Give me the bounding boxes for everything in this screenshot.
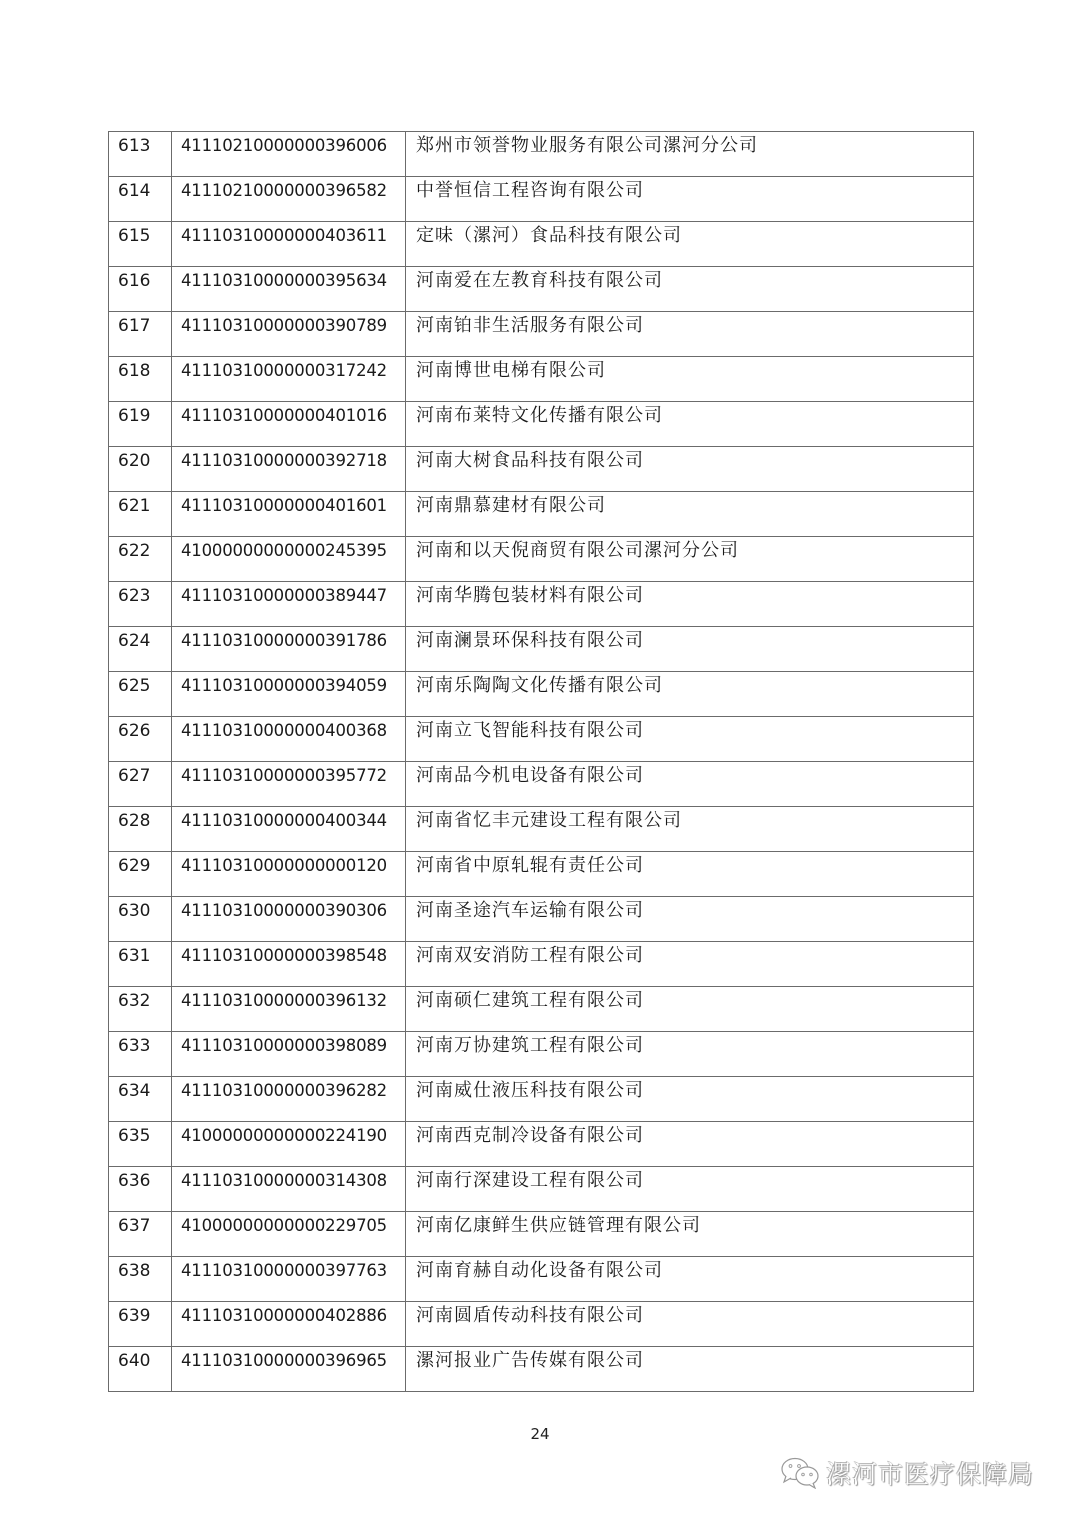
credit-code-cell xyxy=(172,987,406,1032)
credit-code-cell xyxy=(172,447,406,492)
company-name-cell-text: 河南大树食品科技有限公司 xyxy=(416,450,644,471)
table-row xyxy=(109,942,974,987)
row-number-cell-text: 619 xyxy=(118,406,151,426)
row-number-cell-text: 638 xyxy=(118,1261,151,1281)
table-row xyxy=(109,762,974,807)
table-row xyxy=(109,987,974,1032)
row-number-cell xyxy=(109,897,172,942)
credit-code-cell-text: 41110210000000396582 xyxy=(181,181,387,200)
credit-code-cell-text: 41110310000000400368 xyxy=(181,721,387,740)
row-number-cell xyxy=(109,132,172,177)
table-row xyxy=(109,582,974,627)
row-number-cell xyxy=(109,717,172,762)
company-name-cell xyxy=(406,807,974,852)
row-number-cell xyxy=(109,267,172,312)
credit-code-cell-text: 41110310000000314308 xyxy=(181,1171,387,1190)
row-number-cell-text: 639 xyxy=(118,1306,151,1326)
company-name-cell xyxy=(406,402,974,447)
row-number-cell xyxy=(109,1347,172,1392)
watermark-text: 漯河市医疗保障局 xyxy=(826,1460,1035,1489)
credit-code-cell xyxy=(172,897,406,942)
row-number-cell xyxy=(109,807,172,852)
row-number-cell xyxy=(109,1212,172,1257)
company-name-cell xyxy=(406,1212,974,1257)
company-name-cell-text: 中誉恒信工程咨询有限公司 xyxy=(416,180,644,201)
row-number-cell-text: 640 xyxy=(118,1351,151,1371)
row-number-cell-text: 637 xyxy=(118,1216,151,1236)
row-number-cell-text: 633 xyxy=(118,1036,151,1056)
row-number-cell-text: 632 xyxy=(118,991,151,1011)
company-name-cell-text: 河南威仕液压科技有限公司 xyxy=(416,1080,644,1101)
row-number-cell-text: 620 xyxy=(118,451,151,471)
company-table xyxy=(108,131,974,1392)
credit-code-cell xyxy=(172,267,406,312)
row-number-cell-text: 618 xyxy=(118,361,151,381)
company-name-cell-text: 河南华腾包装材料有限公司 xyxy=(416,585,644,606)
company-name-cell-text: 河南圣途汽车运输有限公司 xyxy=(416,900,644,921)
wechat-watermark xyxy=(780,1455,1034,1491)
row-number-cell-text: 626 xyxy=(118,721,151,741)
company-name-cell xyxy=(406,492,974,537)
credit-code-cell xyxy=(172,312,406,357)
row-number-cell xyxy=(109,357,172,402)
credit-code-cell xyxy=(172,1167,406,1212)
credit-code-cell xyxy=(172,492,406,537)
row-number-cell-text: 616 xyxy=(118,271,151,291)
company-name-cell-text: 河南品今机电设备有限公司 xyxy=(416,765,644,786)
company-name-cell xyxy=(406,627,974,672)
row-number-cell xyxy=(109,762,172,807)
table-row xyxy=(109,1167,974,1212)
page-number: 24 xyxy=(530,1425,550,1443)
company-name-cell xyxy=(406,1347,974,1392)
company-name-cell xyxy=(406,177,974,222)
table-row xyxy=(109,1212,974,1257)
company-name-cell xyxy=(406,1122,974,1167)
table-row xyxy=(109,402,974,447)
company-name-cell xyxy=(406,942,974,987)
company-name-cell xyxy=(406,582,974,627)
credit-code-cell-text: 41110310000000389447 xyxy=(181,586,387,605)
company-name-cell-text: 河南圆盾传动科技有限公司 xyxy=(416,1305,644,1326)
company-name-cell-text: 河南双安消防工程有限公司 xyxy=(416,945,644,966)
credit-code-cell xyxy=(172,1032,406,1077)
credit-code-cell-text: 41110310000000396132 xyxy=(181,991,387,1010)
credit-code-cell-text: 41110310000000401016 xyxy=(181,406,387,425)
table-row xyxy=(109,132,974,177)
credit-code-cell-text: 41000000000000229705 xyxy=(181,1216,387,1235)
table-row xyxy=(109,717,974,762)
table-row xyxy=(109,1077,974,1122)
company-name-cell xyxy=(406,132,974,177)
company-name-cell-text: 河南博世电梯有限公司 xyxy=(416,360,606,381)
company-name-cell xyxy=(406,672,974,717)
table-row xyxy=(109,1347,974,1392)
row-number-cell-text: 627 xyxy=(118,766,151,786)
row-number-cell-text: 614 xyxy=(118,181,151,201)
credit-code-cell xyxy=(172,402,406,447)
credit-code-cell xyxy=(172,672,406,717)
row-number-cell xyxy=(109,222,172,267)
table-row xyxy=(109,312,974,357)
credit-code-cell-text: 41110210000000396006 xyxy=(181,136,387,155)
company-name-cell-text: 河南硕仁建筑工程有限公司 xyxy=(416,990,644,1011)
row-number-cell xyxy=(109,942,172,987)
row-number-cell xyxy=(109,447,172,492)
row-number-cell-text: 634 xyxy=(118,1081,151,1101)
company-table-body xyxy=(109,132,974,1392)
row-number-cell xyxy=(109,1257,172,1302)
credit-code-cell xyxy=(172,942,406,987)
row-number-cell-text: 628 xyxy=(118,811,151,831)
credit-code-cell xyxy=(172,1302,406,1347)
row-number-cell xyxy=(109,1077,172,1122)
credit-code-cell xyxy=(172,852,406,897)
row-number-cell-text: 630 xyxy=(118,901,151,921)
table-row xyxy=(109,222,974,267)
company-name-cell-text: 河南西克制冷设备有限公司 xyxy=(416,1125,644,1146)
company-name-cell-text: 河南爱在左教育科技有限公司 xyxy=(416,270,663,291)
company-name-cell xyxy=(406,717,974,762)
credit-code-cell xyxy=(172,1122,406,1167)
table-row xyxy=(109,807,974,852)
table-row xyxy=(109,1302,974,1347)
row-number-cell-text: 622 xyxy=(118,541,151,561)
row-number-cell xyxy=(109,627,172,672)
row-number-cell xyxy=(109,1302,172,1347)
credit-code-cell-text: 41110310000000400344 xyxy=(181,811,387,830)
credit-code-cell xyxy=(172,1347,406,1392)
company-name-cell-text: 河南亿康鲜生供应链管理有限公司 xyxy=(416,1215,701,1236)
company-name-cell-text: 定味（漯河）食品科技有限公司 xyxy=(416,225,682,246)
table-row xyxy=(109,852,974,897)
row-number-cell-text: 636 xyxy=(118,1171,151,1191)
company-name-cell xyxy=(406,762,974,807)
credit-code-cell-text: 41110310000000398548 xyxy=(181,946,387,965)
credit-code-cell xyxy=(172,807,406,852)
company-name-cell-text: 河南立飞智能科技有限公司 xyxy=(416,720,644,741)
company-name-cell-text: 河南行深建设工程有限公司 xyxy=(416,1170,644,1191)
company-name-cell-text: 河南万协建筑工程有限公司 xyxy=(416,1035,644,1056)
company-name-cell xyxy=(406,1302,974,1347)
company-name-cell xyxy=(406,897,974,942)
credit-code-cell xyxy=(172,1077,406,1122)
table-row xyxy=(109,897,974,942)
row-number-cell-text: 631 xyxy=(118,946,151,966)
row-number-cell-text: 621 xyxy=(118,496,151,516)
row-number-cell xyxy=(109,312,172,357)
row-number-cell-text: 615 xyxy=(118,226,151,246)
table-row xyxy=(109,357,974,402)
company-name-cell-text: 河南和以天倪商贸有限公司漯河分公司 xyxy=(416,540,739,561)
table-row xyxy=(109,267,974,312)
row-number-cell xyxy=(109,1167,172,1212)
table-row xyxy=(109,537,974,582)
credit-code-cell-text: 41110310000000396282 xyxy=(181,1081,387,1100)
credit-code-cell-text: 41110310000000397763 xyxy=(181,1261,387,1280)
company-name-cell xyxy=(406,357,974,402)
credit-code-cell xyxy=(172,627,406,672)
table-row xyxy=(109,447,974,492)
row-number-cell xyxy=(109,672,172,717)
credit-code-cell-text: 41110310000000396965 xyxy=(181,1351,387,1370)
table-row xyxy=(109,1032,974,1077)
row-number-cell xyxy=(109,1122,172,1167)
credit-code-cell-text: 41110310000000317242 xyxy=(181,361,387,380)
credit-code-cell xyxy=(172,222,406,267)
credit-code-cell-text: 41110310000000390789 xyxy=(181,316,387,335)
company-name-cell-text: 河南省忆丰元建设工程有限公司 xyxy=(416,810,682,831)
credit-code-cell-text: 41110310000000394059 xyxy=(181,676,387,695)
company-name-cell-text: 河南澜景环保科技有限公司 xyxy=(416,630,644,651)
company-name-cell xyxy=(406,1167,974,1212)
credit-code-cell-text: 41110310000000392718 xyxy=(181,451,387,470)
credit-code-cell-text: 41110310000000401601 xyxy=(181,496,387,515)
company-name-cell-text: 河南鼎慕建材有限公司 xyxy=(416,495,606,516)
company-name-cell xyxy=(406,852,974,897)
row-number-cell xyxy=(109,177,172,222)
table-row xyxy=(109,627,974,672)
company-name-cell-text: 河南省中原轧辊有责任公司 xyxy=(416,855,644,876)
credit-code-cell-text: 41110310000000390306 xyxy=(181,901,387,920)
company-name-cell xyxy=(406,1077,974,1122)
company-name-cell-text: 河南布莱特文化传播有限公司 xyxy=(416,405,663,426)
credit-code-cell xyxy=(172,537,406,582)
row-number-cell xyxy=(109,987,172,1032)
table-row xyxy=(109,672,974,717)
credit-code-cell-text: 41110310000000395772 xyxy=(181,766,387,785)
credit-code-cell-text: 41000000000000245395 xyxy=(181,541,387,560)
credit-code-cell-text: 41110310000000000120 xyxy=(181,856,387,875)
row-number-cell-text: 629 xyxy=(118,856,151,876)
row-number-cell xyxy=(109,402,172,447)
company-name-cell-text: 河南育赫自动化设备有限公司 xyxy=(416,1260,663,1281)
company-name-cell xyxy=(406,312,974,357)
wechat-icon xyxy=(780,1457,820,1489)
credit-code-cell xyxy=(172,582,406,627)
table-row xyxy=(109,1257,974,1302)
table-row xyxy=(109,492,974,537)
row-number-cell xyxy=(109,537,172,582)
credit-code-cell-text: 41110310000000398089 xyxy=(181,1036,387,1055)
credit-code-cell-text: 41000000000000224190 xyxy=(181,1126,387,1145)
table-row xyxy=(109,1122,974,1167)
row-number-cell-text: 617 xyxy=(118,316,151,336)
credit-code-cell xyxy=(172,132,406,177)
company-name-cell xyxy=(406,1257,974,1302)
row-number-cell-text: 635 xyxy=(118,1126,151,1146)
credit-code-cell-text: 41110310000000402886 xyxy=(181,1306,387,1325)
row-number-cell xyxy=(109,1032,172,1077)
credit-code-cell xyxy=(172,717,406,762)
company-name-cell xyxy=(406,222,974,267)
credit-code-cell xyxy=(172,1257,406,1302)
row-number-cell-text: 624 xyxy=(118,631,151,651)
company-name-cell xyxy=(406,537,974,582)
credit-code-cell-text: 41110310000000391786 xyxy=(181,631,387,650)
credit-code-cell xyxy=(172,762,406,807)
row-number-cell xyxy=(109,582,172,627)
row-number-cell-text: 623 xyxy=(118,586,151,606)
company-name-cell xyxy=(406,987,974,1032)
company-name-cell xyxy=(406,447,974,492)
credit-code-cell xyxy=(172,1212,406,1257)
company-name-cell-text: 河南乐陶陶文化传播有限公司 xyxy=(416,675,663,696)
table-row xyxy=(109,177,974,222)
company-name-cell xyxy=(406,1032,974,1077)
company-name-cell xyxy=(406,267,974,312)
credit-code-cell-text: 41110310000000403611 xyxy=(181,226,387,245)
credit-code-cell xyxy=(172,357,406,402)
company-name-cell-text: 漯河报业广告传媒有限公司 xyxy=(416,1350,644,1371)
row-number-cell xyxy=(109,852,172,897)
row-number-cell xyxy=(109,492,172,537)
row-number-cell-text: 625 xyxy=(118,676,151,696)
credit-code-cell-text: 41110310000000395634 xyxy=(181,271,387,290)
row-number-cell-text: 613 xyxy=(118,136,151,156)
credit-code-cell xyxy=(172,177,406,222)
company-name-cell-text: 郑州市领誉物业服务有限公司漯河分公司 xyxy=(416,135,758,156)
company-name-cell-text: 河南铂非生活服务有限公司 xyxy=(416,315,644,336)
